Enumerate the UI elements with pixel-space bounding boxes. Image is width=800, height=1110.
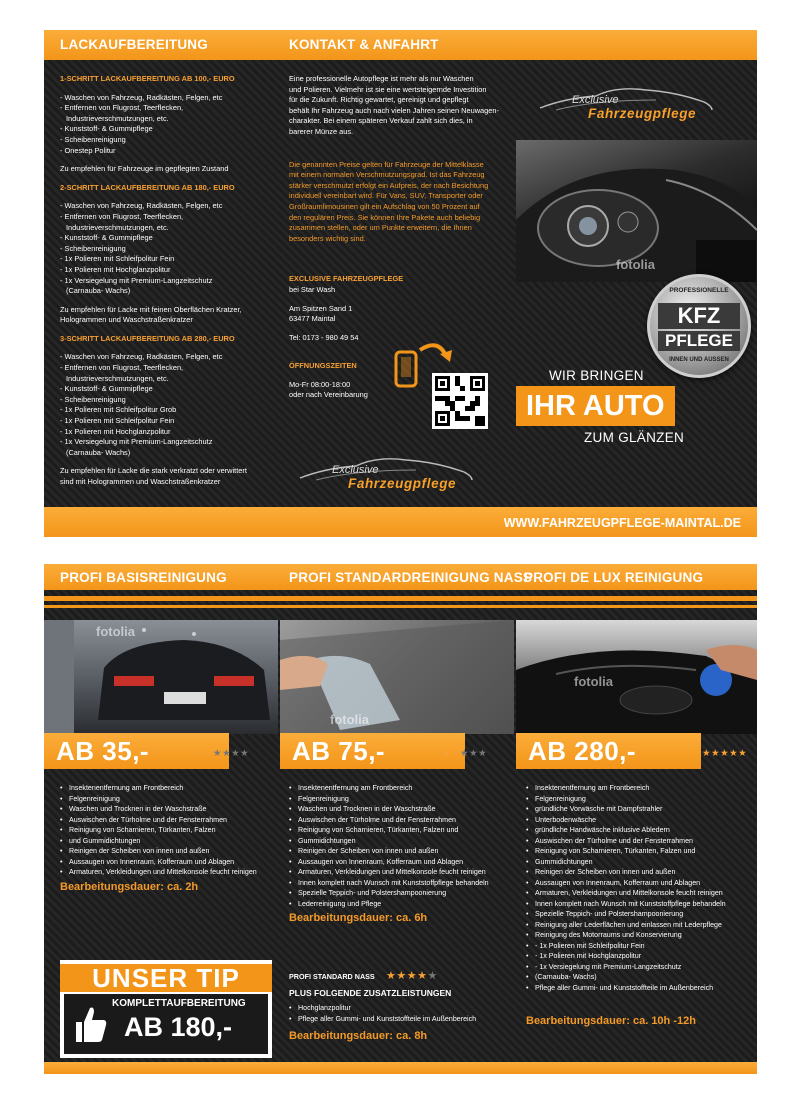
step1-item: - Entfernen von Flugrost, Teerflecken, (60, 103, 184, 113)
delux-service-item: • Spezielle Teppich- und Polstershampoonierung (526, 909, 756, 920)
delux-service-item: • gründliche Vorwäsche mit Dampfstrahler (526, 804, 756, 815)
extra-service-item: • Pflege aller Gummi- und Kunststoffteile im Außenbereich (289, 1014, 514, 1025)
step3-item: - Entfernen von Flugrost, Teerflecken, (60, 363, 184, 373)
prices-note-line: Die genannten Preise gelten für Fahrzeuge der Mittelklasse (289, 159, 484, 169)
prices-note-line: den regulären Preis. Sie können Ihre Pakete auch beliebig (289, 212, 481, 222)
standard-service-list (289, 783, 514, 909)
step1-item: - Onestep Politur (60, 145, 116, 155)
basis-service-item: • Auswischen der Türholme und der Fensterrahmen (60, 815, 278, 826)
step3-item: - Scheibenreinigung (60, 394, 126, 404)
basis-service-item: • Armaturen, Verkleidungen und Mittelkonsole feucht reinigen (60, 867, 278, 878)
step2-item: - 1x Polieren mit Schleifpolitur Fein (60, 254, 175, 264)
step2-item: - 1x Versiegelung mit Premium-Langzeitschutz (60, 275, 213, 285)
prices-note-line: besonders wichtig sind. (289, 233, 366, 243)
star-empty-icon: ★ (469, 748, 479, 759)
heading-lackaufbereitung: LACKAUFBEREITUNG (60, 37, 208, 52)
standard-service-item: • Insektenentfernung am Frontbereich (289, 783, 514, 794)
delux-service-item: • - 1x Polieren mit Hochglanzpolitur (526, 951, 756, 962)
slogan-line1: WIR BRINGEN (549, 368, 644, 383)
fotolia-watermark: fotolia (330, 712, 369, 727)
basis-service-item: • Reinigung von Scharnieren, Türkanten, Falzen (60, 825, 278, 836)
standard-service-item: • Auswischen der Türholme und der Fensterrahmen (289, 815, 514, 826)
step3-item: - 1x Polieren mit Schleifpolitur Fein (60, 416, 175, 426)
step3-item: - 1x Polieren mit Schleifpolitur Grob (60, 405, 177, 415)
orange-stripe (44, 605, 757, 608)
delux-service-item: • Innen komplett nach Wunsch mit Kunststoffpflege behandeln (526, 899, 756, 910)
intro-text (289, 74, 514, 138)
delux-service-item: • Gummidichtungen (526, 857, 756, 868)
star-empty-icon: ★ (240, 748, 250, 759)
step1-list (60, 93, 275, 157)
slogan-line3: ZUM GLÄNZEN (584, 430, 685, 445)
standard-service-item: • Gummidichtungen (289, 836, 514, 847)
basis-duration: Bearbeitungsdauer: ca. 2h (60, 881, 199, 893)
extra-service-list (289, 1003, 514, 1024)
star-filled-icon: ★ (729, 748, 739, 759)
step3-list (60, 352, 275, 458)
star-filled-icon: ★ (442, 748, 452, 759)
step2-item: (Carnauba- Wachs) (66, 286, 131, 296)
phone-number: Tel: 0173 - 980 49 54 (289, 332, 359, 342)
seal-ring-bottom: INNEN UND AUSSEN (669, 357, 729, 363)
orange-stripe (44, 596, 757, 601)
delux-service-item: • Insektenentfernung am Frontbereich (526, 783, 756, 794)
intro-line: barerer Münze aus. (289, 126, 354, 136)
step3-title: 3-SCHRITT LACKAUFBEREITUNG AB 280,- EURO (60, 333, 235, 343)
tip-title: UNSER TIP (60, 964, 272, 992)
star-empty-icon: ★ (231, 748, 241, 759)
extra-label: PROFI STANDARD NASS (289, 972, 375, 981)
step1-item: Industrieverschmutzungen, etc. (66, 113, 169, 123)
star-filled-icon: ★ (396, 970, 407, 982)
seal-kfz: KFZ (658, 303, 740, 329)
extra-service-item: • Hochglanzpolitur (289, 1003, 514, 1014)
step2-item: - Entfernen von Flugrost, Teerflecken, (60, 211, 184, 221)
delux-duration: Bearbeitungsdauer: ca. 10h -12h (526, 1015, 696, 1027)
hours-appointment: oder nach Vereinbarung (289, 390, 368, 400)
intro-line: und Polieren. Vielmehr ist sie eine wertsteigernde Investition (289, 84, 487, 94)
star-filled-icon: ★ (406, 970, 418, 982)
delux-service-item: • Reinigung aller Lederflächen und einlassen mit Lederpflege (526, 920, 756, 931)
step2-item: - Scheibenreinigung (60, 243, 126, 253)
basis-service-item: • Aussaugen von Innenraum, Kofferraum und Ablagen (60, 857, 278, 868)
company-sub: bei Star Wash (289, 284, 336, 294)
step1-item: - Scheibenreinigung (60, 134, 126, 144)
step3-item: - 1x Versiegelung mit Premium-Langzeitschutz (60, 437, 213, 447)
step2-note-line2: Hologrammen und Waschstraßenkratzer (60, 315, 193, 325)
logo-bottom (296, 456, 476, 504)
prices-note-line: mit einem normalen Verschmutzungsgrad. Ist das Fahrzeug (289, 170, 485, 180)
star-empty-icon: ★ (427, 970, 438, 982)
step2-item: Industrieverschmutzungen, etc. (66, 222, 169, 232)
standard-service-item: • Reinigung von Scharnieren, Türkanten, Falzen und (289, 825, 514, 836)
standard-service-item: • Spezielle Teppich- und Polstershampoonierung (289, 888, 514, 899)
step1-item: - Kunststoff- & Gummipflege (60, 124, 153, 134)
prices-note-line: stärker verschmutzt erfolgt ein Aufpreis, der nach Besichtung (289, 180, 489, 190)
bottom-footer-bar (44, 1062, 757, 1074)
standard-duration: Bearbeitungsdauer: ca. 6h (289, 912, 428, 924)
delux-service-item: • Reinigung von Scharnieren, Türkanten, Falzen und (526, 846, 756, 857)
seal-pflege: PFLEGE (658, 331, 740, 351)
standard-service-item: • Lederreinigung und Pflege (289, 899, 514, 910)
delux-service-item: • Armaturen, Verkleidungen und Mittelkonsole feucht reinigen (526, 888, 756, 899)
step2-title: 2-SCHRITT LACKAUFBEREITUNG AB 180,- EURO (60, 182, 235, 192)
price-standard (280, 733, 465, 769)
delux-service-item: • Auswischen der Türholme und der Fensterrahmen (526, 836, 756, 847)
star-empty-icon: ★ (478, 748, 488, 759)
standard-service-item: • Aussaugen von Innenraum, Kofferraum und Ablagen (289, 857, 514, 868)
star-filled-icon: ★ (204, 748, 214, 759)
website-url[interactable]: WWW.FAHRZEUGPFLEGE-MAINTAL.DE (503, 516, 741, 530)
intro-line: charakter. Bei einem späteren Verkauf zahlt sich dies, in (289, 116, 473, 126)
hours-title: ÖFFNUNGSZEITEN (289, 361, 357, 371)
seal-ring-top: PROFESSIONELLE (669, 287, 729, 294)
step3-item: - Kunststoff- & Gummipflege (60, 384, 153, 394)
heading-standard: PROFI STANDARDREINIGUNG NASS (289, 570, 533, 585)
tip-box (60, 960, 272, 1058)
company-name: EXCLUSIVE FAHRZEUGPFLEGE (289, 274, 404, 284)
step3-item: - Waschen von Fahrzeug, Radkästen, Felgen, etc (60, 352, 223, 362)
standard-service-item: • Felgenreinigung (289, 794, 514, 805)
heading-delux: PROFI DE LUX REINIGUNG (524, 570, 704, 585)
step3-item: Industrieverschmutzungen, etc. (66, 373, 169, 383)
delux-service-item: • Aussaugen von Innenraum, Kofferraum und Ablagen (526, 878, 756, 889)
star-filled-icon: ★ (711, 748, 721, 759)
qr-code (432, 373, 488, 429)
fotolia-watermark: fotolia (574, 674, 613, 689)
rating-delux (702, 748, 747, 759)
headlight-photo (516, 140, 757, 282)
price-delux (516, 733, 701, 769)
extra-title: PLUS FOLGENDE ZUSATZLEISTUNGEN (289, 988, 452, 998)
basis-service-item: • Felgenreinigung (60, 794, 278, 805)
star-filled-icon: ★ (451, 748, 461, 759)
tip-subtitle: KOMPLETTAUFBEREITUNG (112, 998, 246, 1009)
star-filled-icon: ★ (417, 970, 428, 982)
standard-service-item: • Waschen und Trocknen in der Waschstraße (289, 804, 514, 815)
logo-top (536, 86, 716, 134)
delux-service-item: • Pflege aller Gummi- und Kunststoffteile im Außenbereich (526, 983, 756, 994)
intro-line: behält Ihr Fahrzeug auch nach vielen Jahren seinen Neuwagen- (289, 105, 499, 115)
star-empty-icon: ★ (222, 748, 232, 759)
step3-note-line1: Zu empfehlen für Lacke die stark verkratzt oder verwittert (60, 466, 247, 476)
thumbs-up-icon (72, 1004, 108, 1044)
heading-basis: PROFI BASISREINIGUNG (60, 570, 227, 585)
step2-note-line1: Zu empfehlen für Lacke mit feinen Oberflächen Kratzer, (60, 304, 242, 314)
delux-service-item: • gründliche Handwäsche inklusive Abledern (526, 825, 756, 836)
polishing-photo (516, 620, 757, 734)
star-filled-icon: ★ (702, 748, 712, 759)
tip-inner (64, 994, 268, 1054)
delux-service-item: • Reinigung des Motorraums und Konservierung (526, 930, 756, 941)
prices-note-line: zusammen stellen, oder um Punkte erweitern, die Ihnen (289, 223, 472, 233)
step1-note: Zu empfehlen für Fahrzeuge im gepflegten Zustand (60, 164, 229, 174)
prices-note-line: Großraumlimousinen gilt ein Aufschlag von 50 Prozent auf (289, 201, 480, 211)
prices-note-line: individuell vereinbart wird. Für Vans, SUV, Transporter oder (289, 191, 483, 201)
price-basis (44, 733, 232, 769)
star-filled-icon: ★ (738, 748, 748, 759)
basis-service-item: • Reinigen der Scheiben von innen und außen (60, 846, 278, 857)
logo-line2: Fahrzeugpflege (588, 106, 697, 121)
delux-service-item: • Reinigen der Scheiben von innen und außen (526, 867, 756, 878)
star-filled-icon: ★ (720, 748, 730, 759)
brochure-outside (44, 30, 757, 537)
step3-item: - 1x Polieren mit Hochglanzpolitur (60, 426, 171, 436)
step2-item: - Kunststoff- & Gummipflege (60, 233, 153, 243)
address-street: Am Spitzen Sand 1 (289, 303, 353, 313)
step3-item: (Carnauba- Wachs) (66, 447, 131, 457)
extra-duration: Bearbeitungsdauer: ca. 8h (289, 1030, 428, 1042)
step2-item: - 1x Polieren mit Hochglanzpolitur (60, 264, 171, 274)
intro-line: für die Zukunft. Richtig gewartet, gereinigt und gepflegt (289, 95, 469, 105)
tip-price: AB 180,- (124, 1012, 233, 1042)
slogan-line2: IHR AUTO (516, 386, 675, 426)
lack-column (60, 74, 275, 488)
delux-service-item: • Unterbodenwäsche (526, 815, 756, 826)
brochure-inside (44, 564, 757, 1074)
heading-kontakt: KONTAKT & ANFAHRT (289, 37, 439, 52)
step1-title: 1-SCHRITT LACKAUFBEREITUNG AB 100,- EURO (60, 74, 235, 83)
kfz-pflege-seal (647, 274, 751, 378)
standard-service-item: • Innen komplett nach Wunsch mit Kunststoffpflege behandeln (289, 878, 514, 889)
price-basis-text: AB 35,- (56, 736, 150, 766)
rating-basis (204, 748, 249, 759)
hours-weekdays: Mo-Fr 08:00-18:00 (289, 379, 351, 389)
standard-service-item: • Reinigen der Scheiben von innen und außen (289, 846, 514, 857)
address-city: 63477 Maintal (289, 314, 336, 324)
star-empty-icon: ★ (213, 748, 223, 759)
delux-service-item: • - 1x Polieren mit Schleifpolitur Fein (526, 941, 756, 952)
fotolia-watermark: fotolia (96, 624, 135, 639)
step1-item: - Waschen von Fahrzeug, Radkästen, Felgen, etc (60, 92, 223, 102)
car-wash-photo (44, 620, 278, 734)
fotolia-watermark: fotolia (616, 257, 655, 272)
price-delux-text: AB 280,- (528, 736, 637, 766)
step2-item: - Waschen von Fahrzeug, Radkästen, Felgen, etc (60, 201, 223, 211)
upholstery-photo (280, 620, 514, 734)
prices-note (289, 160, 514, 245)
delux-service-item: • - 1x Versiegelung mit Premium-Langzeitschutz (526, 962, 756, 973)
logo-line2: Fahrzeugpflege (348, 476, 457, 491)
basis-service-item: • und Gummidichtungen (60, 836, 278, 847)
step2-list (60, 201, 275, 296)
delux-service-list (526, 783, 756, 993)
step3-note-line2: sind mit Hologrammen und Waschstraßenkratzer (60, 477, 221, 486)
basis-service-item: • Waschen und Trocknen in der Waschstraße (60, 804, 278, 815)
standard-service-item: • Armaturen, Verkleidungen und Mittelkonsole feucht reinigen (289, 867, 514, 878)
delux-service-item: • (Carnauba- Wachs) (526, 972, 756, 983)
rating-standard (442, 748, 487, 759)
star-empty-icon: ★ (460, 748, 470, 759)
star-filled-icon: ★ (386, 970, 397, 982)
logo-line1: Exclusive (332, 464, 379, 476)
basis-service-item: • Insektenentfernung am Frontbereich (60, 783, 278, 794)
delux-service-item: • Felgenreinigung (526, 794, 756, 805)
rating-extra (386, 969, 438, 982)
intro-line: Eine professionelle Autopflege ist mehr als nur Waschen (289, 74, 474, 83)
price-standard-text: AB 75,- (292, 736, 386, 766)
basis-service-list (60, 783, 278, 878)
logo-line1: Exclusive (572, 94, 619, 106)
